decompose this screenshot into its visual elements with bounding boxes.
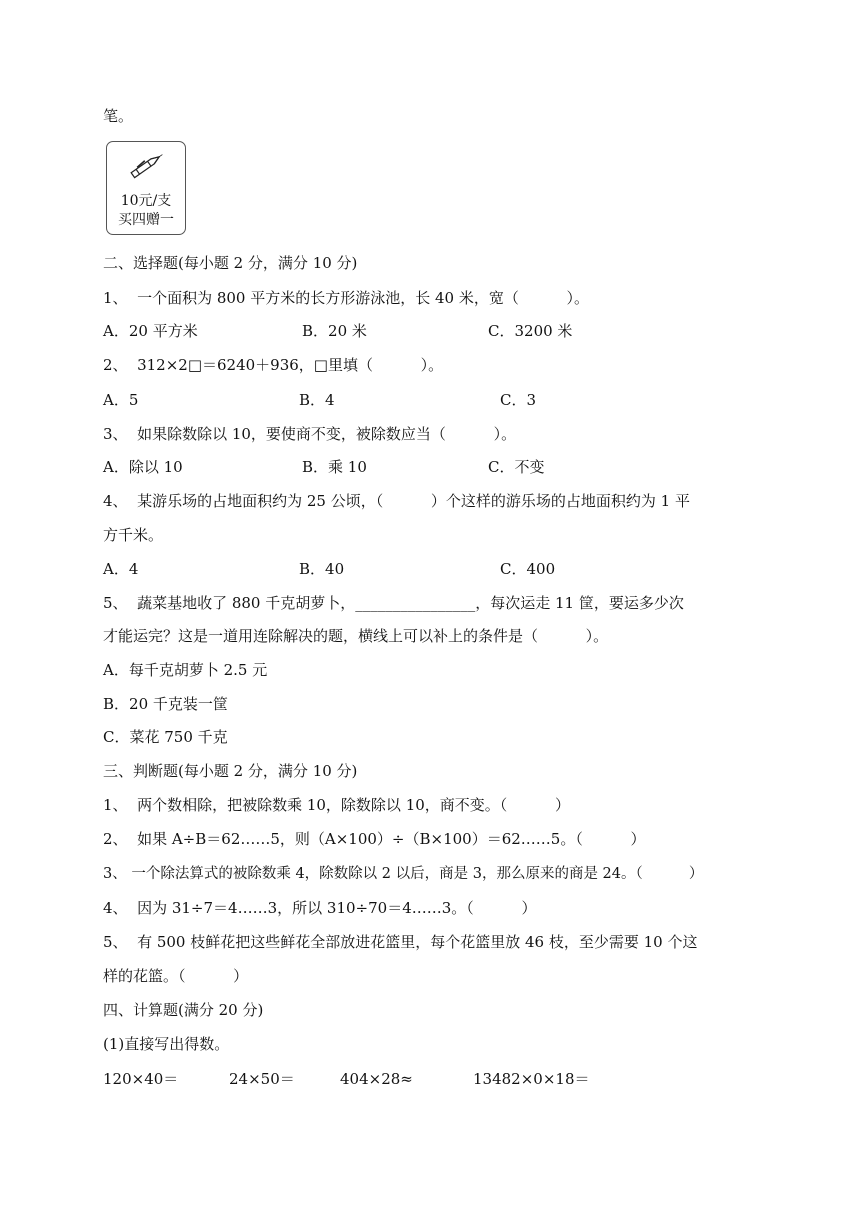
choice-a: A．4 xyxy=(103,560,139,578)
judge-item-cont: 样的花篮。（ ） xyxy=(103,967,249,985)
question-stem: 4、 某游乐场的占地面积约为 25 公顷，（ ）个这样的游乐场的占地面积约为 1 平 xyxy=(103,492,690,510)
choice-c: C．不变 xyxy=(488,458,545,476)
choice-a: A．20 平方米 xyxy=(103,322,198,340)
fountain-pen-icon xyxy=(124,148,168,184)
calc-item: 13482×0×18＝ xyxy=(473,1070,590,1088)
choice-b: B．20 米 xyxy=(302,322,367,340)
question-stem: 2、 312×2□＝6240＋936，□里填（ ）。 xyxy=(103,356,444,374)
choice-a: A．每千克胡萝卜 2.5 元 xyxy=(103,661,268,679)
question-stem-cont: 方千米。 xyxy=(103,526,164,544)
choice-b: B．4 xyxy=(299,391,335,409)
section4-title: 四、计算题(满分 20 分) xyxy=(103,1001,264,1019)
choice-b: B．乘 10 xyxy=(302,458,367,476)
judge-item: 2、 如果 A÷B＝62……5，则（A×100）÷（B×100）＝62……5。（ ） xyxy=(103,830,646,848)
choice-c: C．3 xyxy=(500,391,537,409)
choice-b: B．20 千克装一筐 xyxy=(103,695,228,713)
choice-a: A．5 xyxy=(103,391,139,409)
section3-title: 三、判断题(每小题 2 分，满分 10 分) xyxy=(103,762,358,780)
judge-item: 4、 因为 31÷7＝4……3，所以 310÷70＝4……3。（ ） xyxy=(103,899,537,917)
subsection-title: (1)直接写出得数。 xyxy=(103,1035,230,1053)
calc-item: 120×40＝ xyxy=(103,1070,179,1088)
question-stem: 1、 一个面积为 800 平方米的长方形游泳池，长 40 米，宽（ ）。 xyxy=(103,289,590,307)
calc-item: 24×50＝ xyxy=(229,1070,295,1088)
section2-title: 二、选择题(每小题 2 分，满分 10 分) xyxy=(103,254,358,272)
choice-b: B．40 xyxy=(299,560,345,578)
pen-price-tag xyxy=(106,141,186,235)
choice-c: C．3200 米 xyxy=(488,322,573,340)
question-stem: 5、 蔬菜基地收了 880 千克胡萝卜，________________，每次运走 11 筐，要运多少次 xyxy=(103,594,684,612)
judge-item: 1、 两个数相除，把被除数乘 10，除数除以 10，商不变。（ ） xyxy=(103,796,570,814)
judge-item: 5、 有 500 枝鲜花把这些鲜花全部放进花篮里，每个花篮里放 46 枝，至少需要 10 个这 xyxy=(103,933,698,951)
choice-c: C．400 xyxy=(500,560,556,578)
choice-c: C．菜花 750 千克 xyxy=(103,728,228,746)
calc-item: 404×28≈ xyxy=(340,1070,413,1088)
judge-item: 3、 一个除法算式的被除数乘 4，除数除以 2 以后，商是 3，那么原来的商是 24。（ ） xyxy=(103,866,704,882)
continued-text: 笔。 xyxy=(103,107,134,125)
promo-label: 买四赠一 xyxy=(118,212,174,228)
price-label: 10元/支 xyxy=(120,193,172,209)
choice-a: A．除以 10 xyxy=(103,458,183,476)
question-stem: 3、 如果除数除以 10，要使商不变，被除数应当（ ）。 xyxy=(103,425,517,443)
question-stem-cont: 才能运完？这是一道用连除解决的题，横线上可以补上的条件是（ ）。 xyxy=(103,627,609,645)
